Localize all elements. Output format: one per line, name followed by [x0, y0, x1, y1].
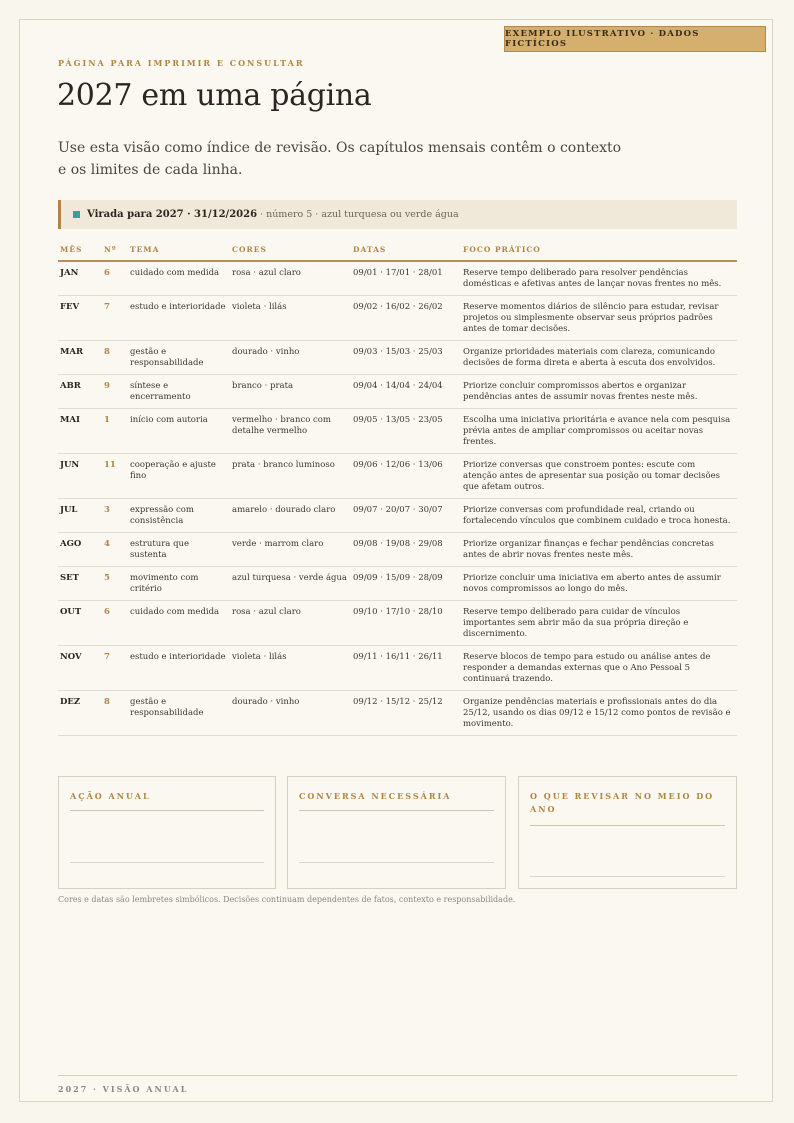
dates-cell: 09/12 · 15/12 · 25/12	[353, 691, 463, 736]
month-cell: JUN	[58, 454, 104, 499]
table-row	[58, 533, 737, 567]
theme-cell: cuidado com medida	[130, 601, 232, 646]
theme-cell: cooperação e ajuste fino	[130, 454, 232, 499]
theme-cell: estrutura que sustenta	[130, 533, 232, 567]
annual-action-label: AÇÃO ANUAL	[70, 791, 151, 801]
focus-cell: Reserve tempo deliberado para resolver pendências domésticas e afetivas antes de lançar novas frentes no mês.	[463, 261, 737, 296]
focus-cell: Reserve blocos de tempo para estudo ou análise antes de responder a demandas externas que o Ano Pessoal 5 continuará trazendo.	[463, 646, 737, 691]
table-header-row	[58, 240, 737, 261]
dates-cell: 09/07 · 20/07 · 30/07	[353, 499, 463, 533]
header-month: MÊS	[58, 240, 104, 261]
theme-cell: cuidado com medida	[130, 261, 232, 296]
focus-cell: Escolha uma iniciativa prioritária e avance nela com pesquisa prévia antes de ampliar compromissos ou aceitar novas frentes.	[463, 409, 737, 454]
colors-cell: dourado · vinho	[232, 691, 353, 736]
page-footer: 2027 · VISÃO ANUAL	[58, 1084, 189, 1094]
dates-cell: 09/01 · 17/01 · 28/01	[353, 261, 463, 296]
colors-cell: branco · prata	[232, 375, 353, 409]
dates-cell: 09/03 · 15/03 · 25/03	[353, 341, 463, 375]
dates-cell: 09/10 · 17/10 · 28/10	[353, 601, 463, 646]
necessary-conversation-box[interactable]	[287, 776, 506, 889]
divider	[299, 810, 494, 811]
month-cell: DEZ	[58, 691, 104, 736]
colors-cell: rosa · azul claro	[232, 601, 353, 646]
table-row	[58, 646, 737, 691]
table-row	[58, 567, 737, 601]
theme-cell: gestão e responsabilidade	[130, 341, 232, 375]
header-colors: CORES	[232, 240, 353, 261]
colors-cell: vermelho · branco com detalhe vermelho	[232, 409, 353, 454]
focus-cell: Reserve tempo deliberado para cuidar de vínculos importantes sem abrir mão da sua própria direção e discernimento.	[463, 601, 737, 646]
number-cell: 7	[104, 296, 130, 341]
focus-cell: Priorize conversas com profundidade real, criando ou fortalecendo vínculos que combinem cuidado e troca honesta.	[463, 499, 737, 533]
number-cell: 1	[104, 409, 130, 454]
colors-cell: violeta · lilás	[232, 646, 353, 691]
focus-cell: Priorize organizar finanças e fechar pendências concretas antes de abrir novas frentes neste mês.	[463, 533, 737, 567]
header-dates: DATAS	[353, 240, 463, 261]
number-cell: 11	[104, 454, 130, 499]
focus-cell: Priorize concluir compromissos abertos e organizar pendências antes de assumir novas frentes neste mês.	[463, 375, 737, 409]
table-row	[58, 409, 737, 454]
table-row	[58, 499, 737, 533]
month-cell: SET	[58, 567, 104, 601]
month-cell: MAR	[58, 341, 104, 375]
colors-cell: violeta · lilás	[232, 296, 353, 341]
writing-line	[70, 862, 264, 863]
footer-divider	[58, 1075, 737, 1076]
page-title: 2027 em uma página	[57, 78, 372, 113]
dates-cell: 09/04 · 14/04 · 24/04	[353, 375, 463, 409]
header-focus: FOCO PRÁTICO	[463, 240, 737, 261]
year-transition-banner	[58, 200, 737, 229]
number-cell: 3	[104, 499, 130, 533]
colors-cell: amarelo · dourado claro	[232, 499, 353, 533]
table-row	[58, 296, 737, 341]
page-intro: Use esta visão como índice de revisão. Os capítulos mensais contêm o contexto e os limites de cada linha.	[58, 140, 622, 178]
illustrative-badge: EXEMPLO ILUSTRATIVO · DADOS FICTÍCIOS	[504, 26, 766, 52]
table-row	[58, 341, 737, 375]
month-cell: ABR	[58, 375, 104, 409]
colors-cell: prata · branco luminoso	[232, 454, 353, 499]
number-cell: 4	[104, 533, 130, 567]
writing-line	[530, 876, 725, 877]
table-row	[58, 375, 737, 409]
divider	[70, 810, 264, 811]
month-cell: OUT	[58, 601, 104, 646]
dates-cell: 09/11 · 16/11 · 26/11	[353, 646, 463, 691]
transition-label: Virada para 2027 · 31/12/2026	[87, 209, 258, 220]
month-cell: MAI	[58, 409, 104, 454]
writing-line	[299, 862, 494, 863]
focus-cell: Reserve momentos diários de silêncio para estudar, revisar projetos ou simplesmente observar seus próprios padrões antes de tomar decisões.	[463, 296, 737, 341]
number-cell: 9	[104, 375, 130, 409]
dates-cell: 09/06 · 12/06 · 13/06	[353, 454, 463, 499]
transition-detail: · número 5 · azul turquesa ou verde água	[260, 209, 459, 220]
month-cell: JAN	[58, 261, 104, 296]
dates-cell: 09/02 · 16/02 · 26/02	[353, 296, 463, 341]
table-row	[58, 691, 737, 736]
divider	[530, 825, 725, 826]
dates-cell: 09/05 · 13/05 · 23/05	[353, 409, 463, 454]
header-theme: TEMA	[130, 240, 232, 261]
number-cell: 6	[104, 261, 130, 296]
header-number: Nº	[104, 240, 130, 261]
annual-action-box[interactable]	[58, 776, 276, 889]
number-cell: 5	[104, 567, 130, 601]
theme-cell: estudo e interioridade	[130, 646, 232, 691]
monthly-table	[58, 240, 737, 736]
theme-cell: início com autoria	[130, 409, 232, 454]
theme-cell: gestão e responsabilidade	[130, 691, 232, 736]
necessary-conversation-label: CONVERSA NECESSÁRIA	[299, 791, 452, 801]
month-cell: JUL	[58, 499, 104, 533]
month-cell: AGO	[58, 533, 104, 567]
focus-cell: Organize pendências materiais e profissionais antes do dia 25/12, usando os dias 09/12 e 15/12 como pontos de revisão e movimento.	[463, 691, 737, 736]
colors-cell: rosa · azul claro	[232, 261, 353, 296]
table-row	[58, 261, 737, 296]
month-cell: NOV	[58, 646, 104, 691]
table-row	[58, 454, 737, 499]
month-cell: FEV	[58, 296, 104, 341]
turquoise-square-icon	[73, 211, 80, 218]
midyear-review-box[interactable]	[518, 776, 737, 889]
theme-cell: movimento com critério	[130, 567, 232, 601]
dates-cell: 09/08 · 19/08 · 29/08	[353, 533, 463, 567]
colors-cell: azul turquesa · verde água	[232, 567, 353, 601]
number-cell: 6	[104, 601, 130, 646]
midyear-review-label: O QUE REVISAR NO MEIO DO ANO	[530, 791, 715, 814]
colors-cell: verde · marrom claro	[232, 533, 353, 567]
focus-cell: Priorize concluir uma iniciativa em aberto antes de assumir novos compromissos ao longo do mês.	[463, 567, 737, 601]
focus-cell: Organize prioridades materiais com clareza, comunicando decisões de forma direta e aberta à escuta dos envolvidos.	[463, 341, 737, 375]
theme-cell: estudo e interioridade	[130, 296, 232, 341]
theme-cell: síntese e encerramento	[130, 375, 232, 409]
theme-cell: expressão com consistência	[130, 499, 232, 533]
focus-cell: Priorize conversas que constroem pontes: escute com atenção antes de apresentar sua posição ou tomar decisões que afetam outros.	[463, 454, 737, 499]
page-kicker: PÁGINA PARA IMPRIMIR E CONSULTAR	[58, 58, 305, 68]
number-cell: 7	[104, 646, 130, 691]
table-row	[58, 601, 737, 646]
footnote: Cores e datas são lembretes simbólicos. Decisões continuam dependentes de fatos, contexto e responsabilidade.	[58, 895, 516, 904]
number-cell: 8	[104, 691, 130, 736]
colors-cell: dourado · vinho	[232, 341, 353, 375]
number-cell: 8	[104, 341, 130, 375]
dates-cell: 09/09 · 15/09 · 28/09	[353, 567, 463, 601]
